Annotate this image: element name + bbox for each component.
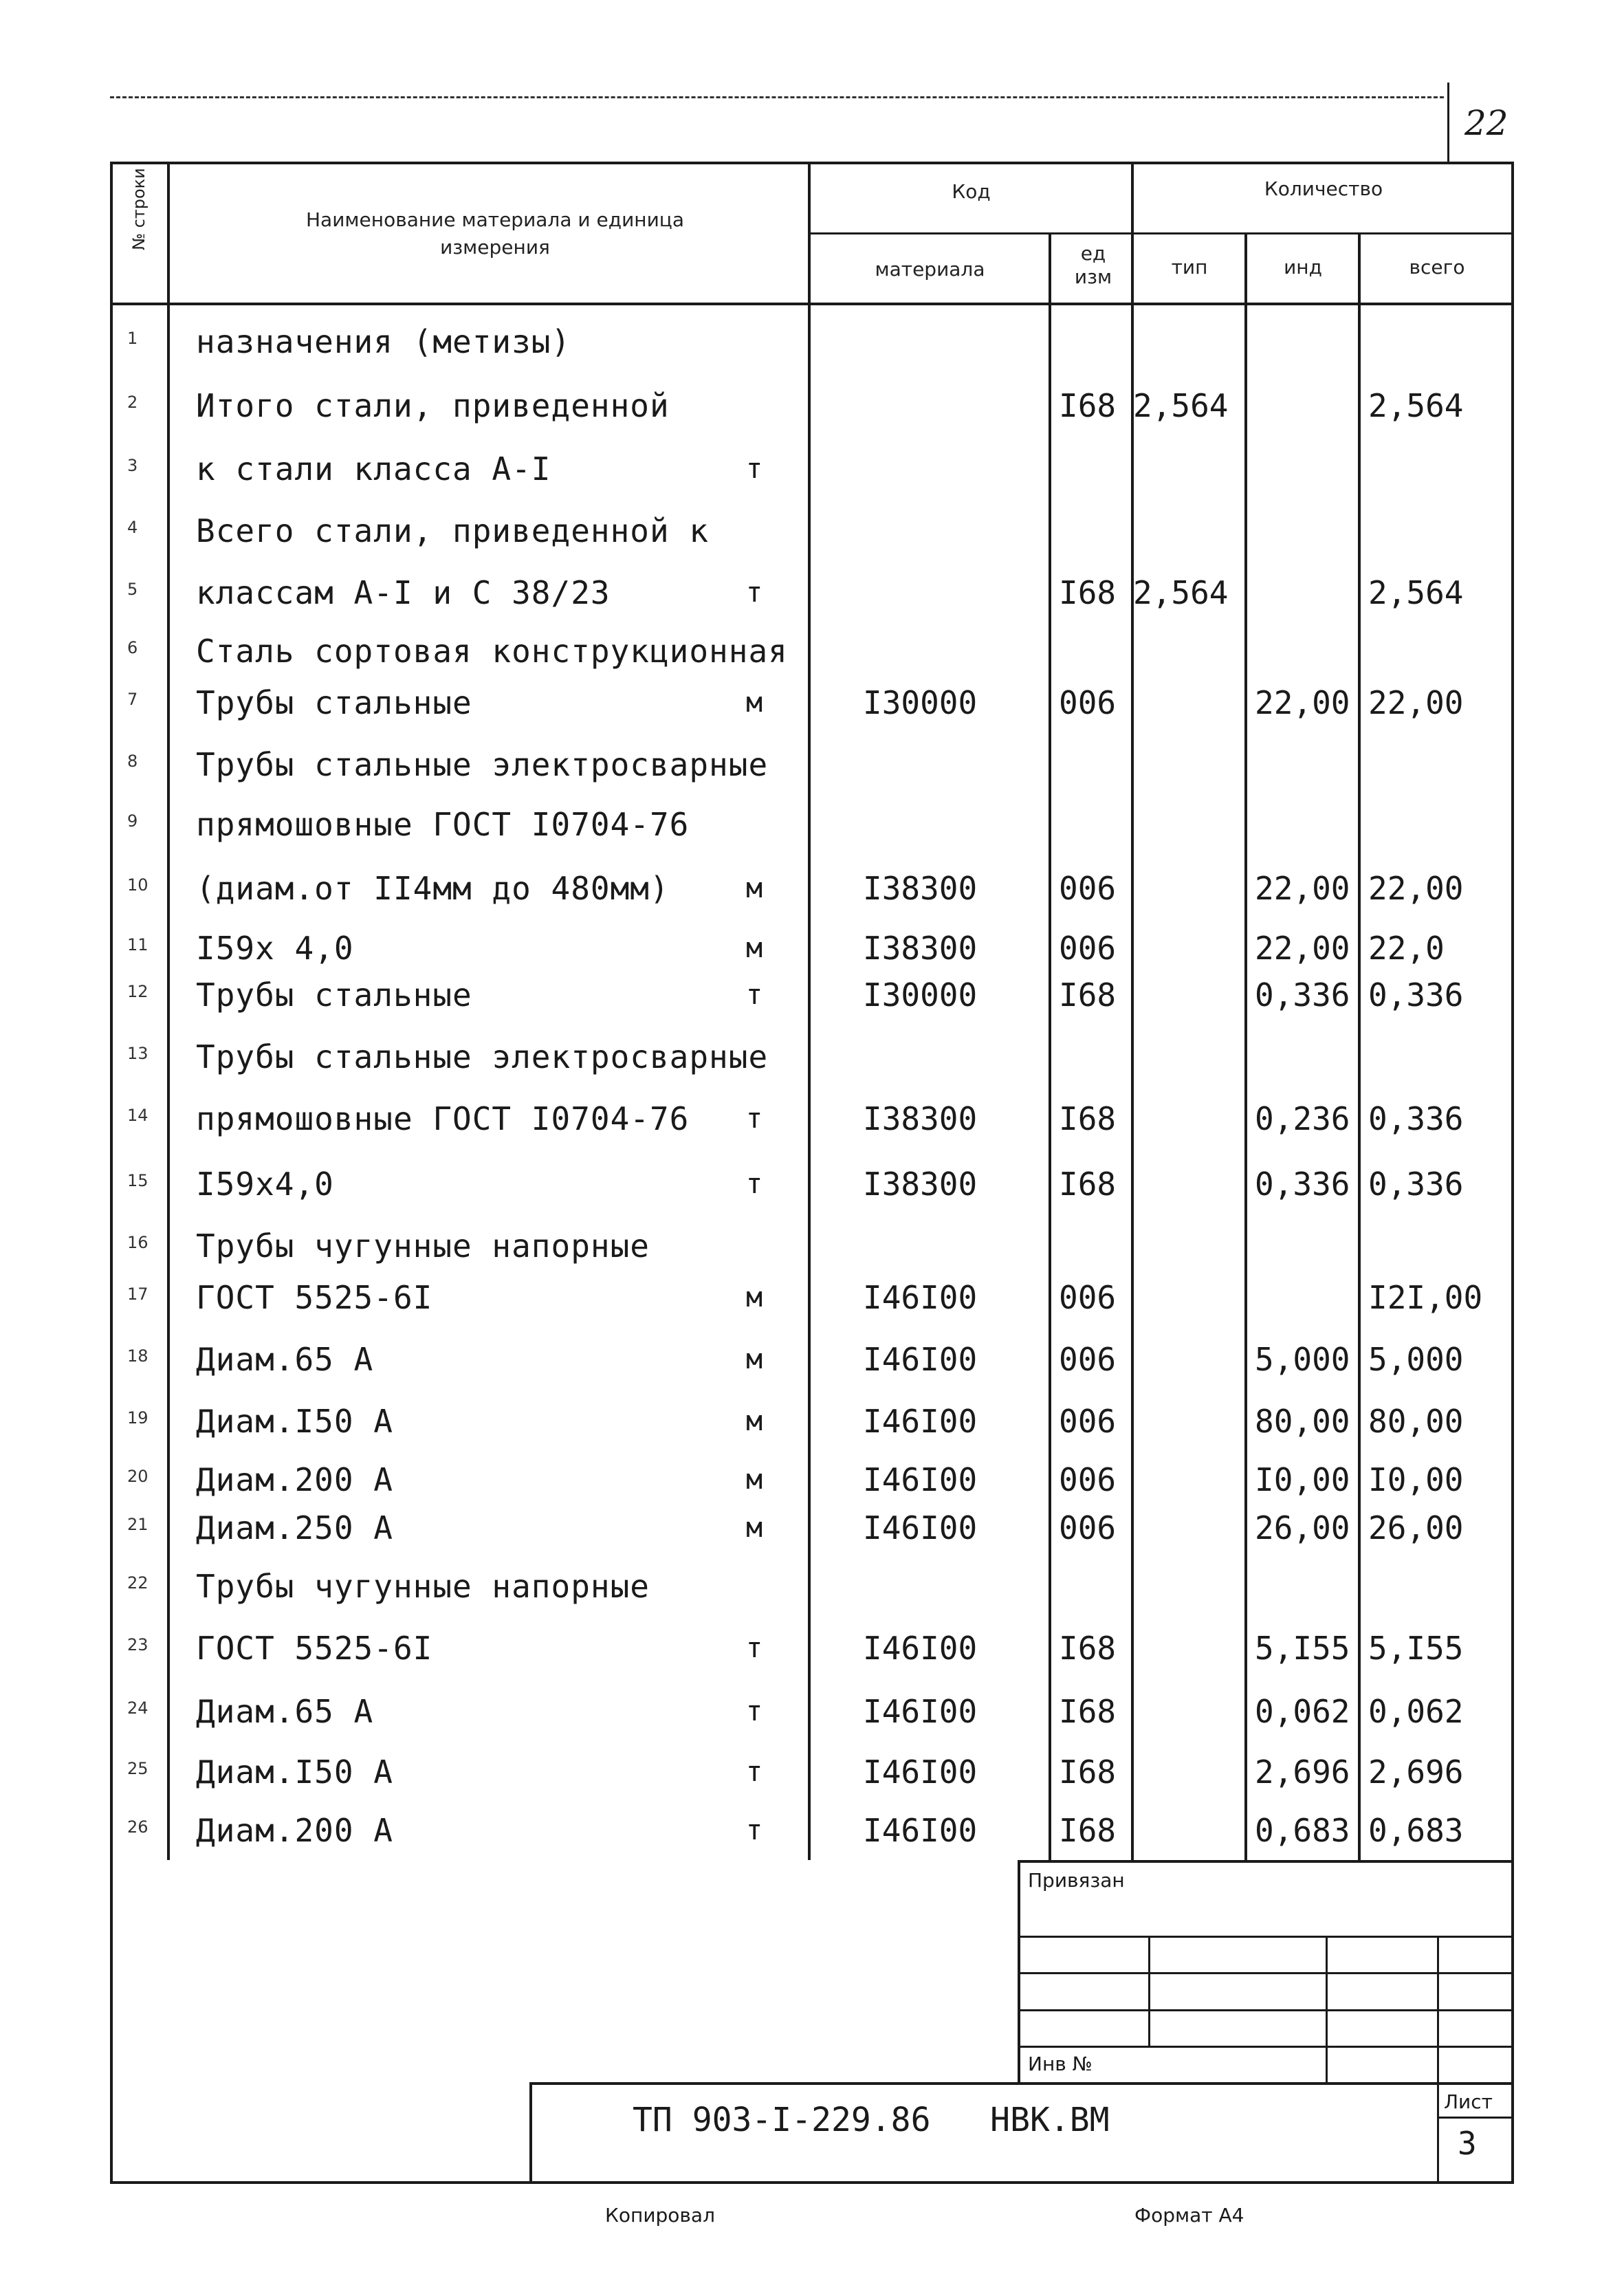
stamp-grid-v1 <box>1148 1936 1150 2046</box>
row-name: Диам.65 А <box>196 1693 374 1730</box>
row-material-code: I46I00 <box>863 1753 978 1791</box>
row-qty-total: 0,336 <box>1368 1100 1464 1137</box>
row-qty-total: I0,00 <box>1368 1461 1464 1498</box>
header-row-number: № строки <box>129 168 149 250</box>
row-unit-code: I68 <box>1059 574 1117 611</box>
row-unit-code: 006 <box>1059 1461 1117 1498</box>
row-material-code: I38300 <box>863 870 978 907</box>
row-number: 14 <box>127 1106 149 1125</box>
row-number: 19 <box>127 1408 149 1428</box>
row-unit: м <box>746 932 763 964</box>
row-name: прямошовные ГОСТ I0704-76 <box>196 806 690 843</box>
row-unit-code: I68 <box>1059 1100 1117 1137</box>
row-material-code: I46I00 <box>863 1279 978 1316</box>
header-code-group: Код <box>952 180 991 203</box>
row-unit-code: I68 <box>1059 1812 1117 1849</box>
row-unit-code: 006 <box>1059 1341 1117 1378</box>
row-qty-ind: 0,336 <box>1255 976 1350 1014</box>
row-unit-code: I68 <box>1059 1630 1117 1667</box>
row-qty-ind: 22,00 <box>1255 930 1350 967</box>
frame-top <box>110 162 1513 164</box>
stamp-grid-v3 <box>1437 1936 1439 2183</box>
row-unit-code: 006 <box>1059 1403 1117 1440</box>
row-qty-ind: 5,000 <box>1255 1341 1350 1378</box>
row-number: 1 <box>127 329 138 348</box>
row-unit-code: 006 <box>1059 684 1117 721</box>
row-material-code: I46I00 <box>863 1812 978 1849</box>
header-name-column: Наименование материала и единица измерения <box>306 208 684 259</box>
row-unit: т <box>746 453 763 485</box>
row-name: (диам.от II4мм до 480мм) <box>196 870 670 907</box>
row-qty-total: 5,I55 <box>1368 1630 1464 1667</box>
row-number: 22 <box>127 1573 149 1593</box>
frame-bottom <box>110 2181 1514 2184</box>
row-qty-typ: 2,564 <box>1133 387 1229 424</box>
col-line-no <box>167 162 170 1860</box>
row-unit: т <box>746 1756 763 1788</box>
frame-left <box>110 162 113 2183</box>
row-unit: т <box>746 1103 763 1135</box>
col-line-code <box>1049 232 1051 1860</box>
row-name: Трубы чугунные напорные <box>196 1568 650 1605</box>
sheet-value: 3 <box>1458 2125 1477 2162</box>
row-material-code: I38300 <box>863 930 978 967</box>
sheet-label: Лист <box>1444 2090 1493 2113</box>
row-number: 26 <box>127 1817 149 1837</box>
row-unit: т <box>746 1168 763 1200</box>
sheet-number-top: 22 <box>1464 103 1508 143</box>
row-unit-code: 006 <box>1059 930 1117 967</box>
row-qty-ind: 80,00 <box>1255 1403 1350 1440</box>
row-qty-ind: I0,00 <box>1255 1461 1350 1498</box>
row-name: ГОСТ 5525-6I <box>196 1279 433 1316</box>
row-unit-code: I68 <box>1059 1753 1117 1791</box>
row-number: 4 <box>127 518 138 537</box>
row-unit: т <box>746 1815 763 1846</box>
stamp-top-line <box>1018 1860 1513 1863</box>
title-block-top <box>529 2082 1513 2085</box>
row-number: 12 <box>127 982 149 1001</box>
row-qty-ind: 22,00 <box>1255 684 1350 721</box>
row-number: 24 <box>127 1698 149 1718</box>
row-number: 18 <box>127 1346 149 1366</box>
row-qty-total: 0,336 <box>1368 976 1464 1014</box>
row-material-code: I46I00 <box>863 1461 978 1498</box>
row-qty-total: 26,00 <box>1368 1509 1464 1546</box>
document-designation: ТП 903-I-229.86 НВК.ВМ <box>633 2101 1110 2139</box>
row-material-code: I46I00 <box>863 1509 978 1546</box>
row-number: 11 <box>127 935 149 954</box>
stamp-privyazan: Привязан <box>1028 1869 1125 1892</box>
row-material-code: I30000 <box>863 976 978 1014</box>
row-number: 2 <box>127 393 138 412</box>
row-unit: м <box>746 1464 763 1496</box>
col-line-typ <box>1244 232 1247 1860</box>
row-qty-total: I2I,00 <box>1368 1279 1483 1316</box>
header-unit-code: ед изм <box>1074 242 1112 288</box>
row-material-code: I46I00 <box>863 1630 978 1667</box>
stamp-grid-v2 <box>1326 1936 1328 2084</box>
row-qty-total: 0,336 <box>1368 1166 1464 1203</box>
row-qty-total: 5,000 <box>1368 1341 1464 1378</box>
sheet-label-line <box>1437 2117 1513 2119</box>
row-unit: м <box>746 687 763 719</box>
row-qty-ind: 26,00 <box>1255 1509 1350 1546</box>
row-qty-total: 2,696 <box>1368 1753 1464 1791</box>
row-qty-total: 22,00 <box>1368 684 1464 721</box>
row-name: Трубы стальные <box>196 976 472 1014</box>
row-name: ГОСТ 5525-6I <box>196 1630 433 1667</box>
row-name: I59х4,0 <box>196 1166 334 1203</box>
row-qty-ind: 0,236 <box>1255 1100 1350 1137</box>
row-material-code: I46I00 <box>863 1403 978 1440</box>
row-unit: м <box>746 873 763 904</box>
row-qty-total: 2,564 <box>1368 387 1464 424</box>
row-name: прямошовные ГОСТ I0704-76 <box>196 1100 690 1137</box>
col-line-name <box>808 162 811 1860</box>
row-name: Диам.200 А <box>196 1461 393 1498</box>
frame-right <box>1511 162 1514 2183</box>
row-unit-code: I68 <box>1059 976 1117 1014</box>
row-number: 21 <box>127 1515 149 1534</box>
row-unit: т <box>746 979 763 1011</box>
row-name: I59х 4,0 <box>196 930 354 967</box>
row-number: 17 <box>127 1284 149 1304</box>
row-number: 16 <box>127 1233 149 1252</box>
row-name: Диам.I50 А <box>196 1403 393 1440</box>
row-name: классам А-I и С 38/23 <box>196 574 611 611</box>
row-number: 23 <box>127 1635 149 1654</box>
row-unit-code: 006 <box>1059 1279 1117 1316</box>
row-number: 10 <box>127 875 149 895</box>
row-number: 5 <box>127 580 138 599</box>
row-unit: м <box>746 1406 763 1437</box>
row-unit-code: I68 <box>1059 1166 1117 1203</box>
row-unit: т <box>746 577 763 609</box>
header-sub-line <box>808 232 1513 234</box>
row-qty-total: 22,0 <box>1368 930 1445 967</box>
row-number: 13 <box>127 1044 149 1063</box>
row-material-code: I38300 <box>863 1166 978 1203</box>
header-qty-typ: тип <box>1171 256 1208 278</box>
row-number: 7 <box>127 690 138 709</box>
row-unit-code: I68 <box>1059 387 1117 424</box>
row-number: 20 <box>127 1467 149 1486</box>
row-number: 3 <box>127 456 138 475</box>
row-qty-total: 0,683 <box>1368 1812 1464 1849</box>
row-name: Диам.I50 А <box>196 1753 393 1791</box>
row-name: Диам.65 А <box>196 1341 374 1378</box>
col-line-ind <box>1358 232 1361 1860</box>
row-qty-typ: 2,564 <box>1133 574 1229 611</box>
row-material-code: I46I00 <box>863 1693 978 1730</box>
row-qty-ind: 22,00 <box>1255 870 1350 907</box>
row-name: Трубы стальные электросварные <box>196 1038 769 1075</box>
row-qty-ind: 0,062 <box>1255 1693 1350 1730</box>
row-name: Итого стали, приведенной <box>196 387 670 424</box>
row-unit-code: 006 <box>1059 1509 1117 1546</box>
row-unit-code: I68 <box>1059 1693 1117 1730</box>
row-number: 8 <box>127 752 138 771</box>
row-unit: т <box>746 1696 763 1727</box>
row-unit: м <box>746 1282 763 1313</box>
row-qty-total: 22,00 <box>1368 870 1464 907</box>
row-qty-ind: 2,696 <box>1255 1753 1350 1791</box>
row-number: 6 <box>127 638 138 657</box>
footer-format: Формат А4 <box>1134 2204 1244 2227</box>
row-material-code: I30000 <box>863 684 978 721</box>
row-qty-total: 80,00 <box>1368 1403 1464 1440</box>
row-qty-total: 0,062 <box>1368 1693 1464 1730</box>
row-number: 25 <box>127 1759 149 1778</box>
row-qty-total: 2,564 <box>1368 574 1464 611</box>
row-name: назначения (метизы) <box>196 323 571 360</box>
row-material-code: I46I00 <box>863 1341 978 1378</box>
row-unit: м <box>746 1344 763 1375</box>
row-name: к стали класса А-I <box>196 450 551 488</box>
row-unit: т <box>746 1632 763 1664</box>
row-material-code: I38300 <box>863 1100 978 1137</box>
row-qty-ind: 5,I55 <box>1255 1630 1350 1667</box>
row-name: Всего стали, приведенной к <box>196 512 710 549</box>
row-unit: м <box>746 1512 763 1544</box>
title-block-left <box>529 2082 532 2184</box>
top-dashed-line <box>110 96 1444 98</box>
header-material-code: материала <box>875 258 985 281</box>
row-name: Сталь сортовая конструкционная <box>196 633 788 670</box>
row-name: Трубы стальные электросварные <box>196 746 769 783</box>
stamp-inv-no: Инв № <box>1028 2053 1093 2075</box>
header-qty-total: всего <box>1409 256 1465 278</box>
row-unit-code: 006 <box>1059 870 1117 907</box>
row-name: Трубы стальные <box>196 684 472 721</box>
footer-copied: Копировал <box>605 2204 715 2227</box>
row-qty-ind: 0,683 <box>1255 1812 1350 1849</box>
row-qty-ind: 0,336 <box>1255 1166 1350 1203</box>
header-qty-ind: инд <box>1284 256 1322 278</box>
sheet-number-separator <box>1447 83 1449 162</box>
row-name: Диам.250 А <box>196 1509 393 1546</box>
row-number: 9 <box>127 811 138 831</box>
row-name: Диам.200 А <box>196 1812 393 1849</box>
row-number: 15 <box>127 1171 149 1190</box>
header-quantity-group: Количество <box>1264 177 1383 200</box>
header-bottom-line <box>110 303 1513 305</box>
row-name: Трубы чугунные напорные <box>196 1227 650 1265</box>
